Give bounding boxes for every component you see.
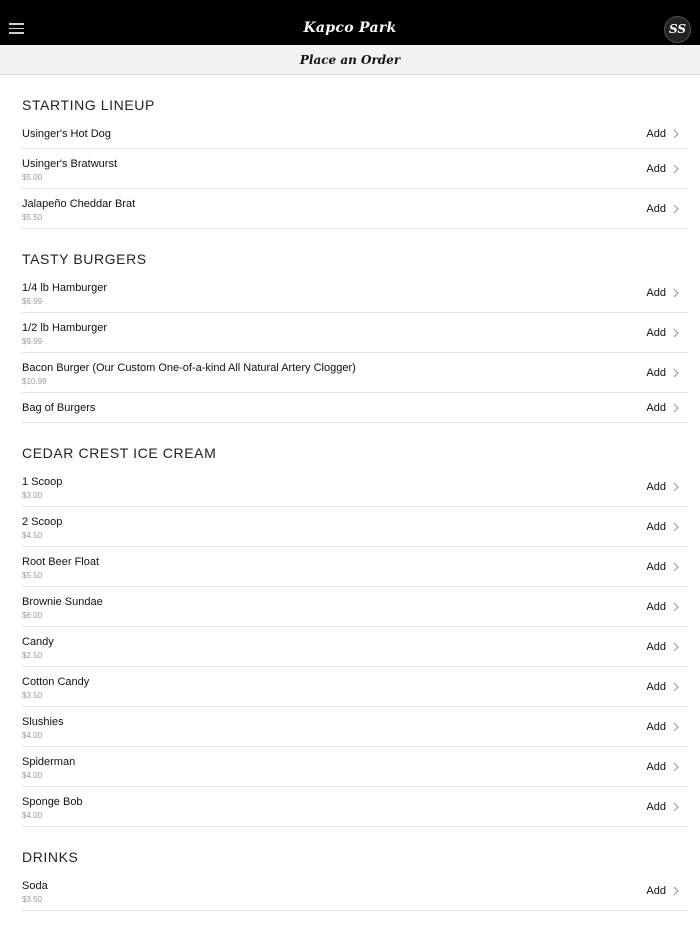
item-price: $5.50 bbox=[22, 571, 43, 580]
section-title: DRINKS bbox=[22, 849, 79, 865]
item-price: $2.50 bbox=[22, 651, 43, 660]
item-price: $4.00 bbox=[22, 731, 43, 740]
chevron-right-icon bbox=[672, 642, 680, 652]
item-price: $6.00 bbox=[22, 611, 43, 620]
item-price: $9.99 bbox=[22, 337, 43, 346]
add-button-label: Add bbox=[646, 761, 666, 773]
item-name: Cotton Candy bbox=[22, 676, 90, 688]
add-button-label: Add bbox=[646, 481, 666, 493]
item-name: Soda bbox=[22, 880, 48, 892]
add-button-label: Add bbox=[646, 885, 666, 897]
add-button[interactable] bbox=[646, 128, 680, 140]
add-button-label: Add bbox=[646, 721, 666, 733]
menu-item[interactable] bbox=[22, 707, 688, 747]
menu-section bbox=[22, 76, 688, 229]
add-button-label: Add bbox=[646, 641, 666, 653]
add-button[interactable] bbox=[646, 203, 680, 215]
menu-item[interactable] bbox=[22, 587, 688, 627]
menu-item[interactable] bbox=[22, 871, 688, 911]
top-navigation-bar bbox=[0, 0, 700, 45]
chevron-right-icon bbox=[672, 562, 680, 572]
chevron-right-icon bbox=[672, 602, 680, 612]
chevron-right-icon bbox=[672, 129, 680, 139]
chevron-right-icon bbox=[672, 522, 680, 532]
add-button[interactable] bbox=[646, 402, 680, 414]
item-name: Root Beer Float bbox=[22, 556, 100, 568]
add-button[interactable] bbox=[646, 521, 680, 533]
item-name: Bacon Burger (Our Custom One-of-a-kind All Natural Artery Clogger) bbox=[22, 362, 356, 374]
menu-item[interactable] bbox=[22, 547, 688, 587]
add-button-label: Add bbox=[646, 402, 666, 414]
menu-item[interactable] bbox=[22, 149, 688, 189]
add-button-label: Add bbox=[646, 521, 666, 533]
menu-item[interactable] bbox=[22, 507, 688, 547]
add-button[interactable] bbox=[646, 761, 680, 773]
menu-item[interactable] bbox=[22, 273, 688, 313]
chevron-right-icon bbox=[672, 682, 680, 692]
add-button[interactable] bbox=[646, 327, 680, 339]
chevron-right-icon bbox=[672, 886, 680, 896]
item-price: $4.00 bbox=[22, 811, 43, 820]
item-name: Usinger's Bratwurst bbox=[22, 158, 118, 170]
item-name: Slushies bbox=[22, 716, 64, 728]
item-name: 1/4 lb Hamburger bbox=[22, 282, 107, 294]
menu-list bbox=[22, 76, 688, 911]
chevron-right-icon bbox=[672, 722, 680, 732]
item-price: $4.00 bbox=[22, 771, 43, 780]
item-price: $3.50 bbox=[22, 691, 43, 700]
item-price: $6.99 bbox=[22, 297, 43, 306]
add-button[interactable] bbox=[646, 561, 680, 573]
menu-item[interactable] bbox=[22, 119, 688, 149]
item-name: Bag of Burgers bbox=[22, 402, 96, 414]
chevron-right-icon bbox=[672, 328, 680, 338]
add-button-label: Add bbox=[646, 287, 666, 299]
add-button[interactable] bbox=[646, 681, 680, 693]
app-title: Kapco Park bbox=[303, 20, 397, 36]
chevron-right-icon bbox=[672, 802, 680, 812]
menu-item[interactable] bbox=[22, 667, 688, 707]
add-button-label: Add bbox=[646, 801, 666, 813]
item-price: $5.00 bbox=[22, 173, 43, 182]
menu-item[interactable] bbox=[22, 787, 688, 827]
chevron-right-icon bbox=[672, 482, 680, 492]
item-price: $3.00 bbox=[22, 491, 43, 500]
add-button[interactable] bbox=[646, 801, 680, 813]
item-name: Usinger's Hot Dog bbox=[22, 128, 111, 140]
menu-section bbox=[22, 827, 688, 911]
add-button[interactable] bbox=[646, 367, 680, 379]
menu-item[interactable] bbox=[22, 189, 688, 229]
add-button[interactable] bbox=[646, 601, 680, 613]
chevron-right-icon bbox=[672, 288, 680, 298]
item-name: Sponge Bob bbox=[22, 796, 83, 808]
add-button-label: Add bbox=[646, 327, 666, 339]
menu-item[interactable] bbox=[22, 747, 688, 787]
item-price: $5.50 bbox=[22, 213, 43, 222]
item-name: Jalapeño Cheddar Brat bbox=[22, 198, 136, 210]
page-header bbox=[0, 45, 700, 75]
add-button-label: Add bbox=[646, 163, 666, 175]
add-button-label: Add bbox=[646, 203, 666, 215]
menu-item[interactable] bbox=[22, 393, 688, 423]
add-button[interactable] bbox=[646, 163, 680, 175]
menu-item[interactable] bbox=[22, 627, 688, 667]
add-button[interactable] bbox=[646, 641, 680, 653]
item-name: 2 Scoop bbox=[22, 516, 63, 528]
chevron-right-icon bbox=[672, 164, 680, 174]
chevron-right-icon bbox=[672, 204, 680, 214]
section-title: CEDAR CREST ICE CREAM bbox=[22, 445, 217, 461]
item-price: $3.50 bbox=[22, 895, 43, 904]
section-title: TASTY BURGERS bbox=[22, 251, 147, 267]
add-button-label: Add bbox=[646, 561, 666, 573]
add-button-label: Add bbox=[646, 601, 666, 613]
menu-item[interactable] bbox=[22, 467, 688, 507]
menu-item[interactable] bbox=[22, 353, 688, 393]
chevron-right-icon bbox=[672, 403, 680, 413]
page-title: Place an Order bbox=[299, 53, 401, 67]
chevron-right-icon bbox=[672, 762, 680, 772]
add-button-label: Add bbox=[646, 681, 666, 693]
add-button-label: Add bbox=[646, 128, 666, 140]
menu-item[interactable] bbox=[22, 313, 688, 353]
item-price: $4.50 bbox=[22, 531, 43, 540]
item-name: 1/2 lb Hamburger bbox=[22, 322, 107, 334]
menu-section bbox=[22, 229, 688, 423]
add-button[interactable] bbox=[646, 721, 680, 733]
item-name: 1 Scoop bbox=[22, 476, 63, 488]
menu-section bbox=[22, 423, 688, 827]
avatar[interactable]: SS bbox=[664, 16, 691, 43]
item-name: Candy bbox=[22, 636, 54, 648]
item-price: $10.99 bbox=[22, 377, 47, 386]
section-title: STARTING LINEUP bbox=[22, 97, 155, 113]
add-button[interactable] bbox=[646, 481, 680, 493]
item-name: Spiderman bbox=[22, 756, 76, 768]
add-button[interactable] bbox=[646, 885, 680, 897]
add-button[interactable] bbox=[646, 287, 680, 299]
item-name: Brownie Sundae bbox=[22, 596, 103, 608]
add-button-label: Add bbox=[646, 367, 666, 379]
chevron-right-icon bbox=[672, 368, 680, 378]
